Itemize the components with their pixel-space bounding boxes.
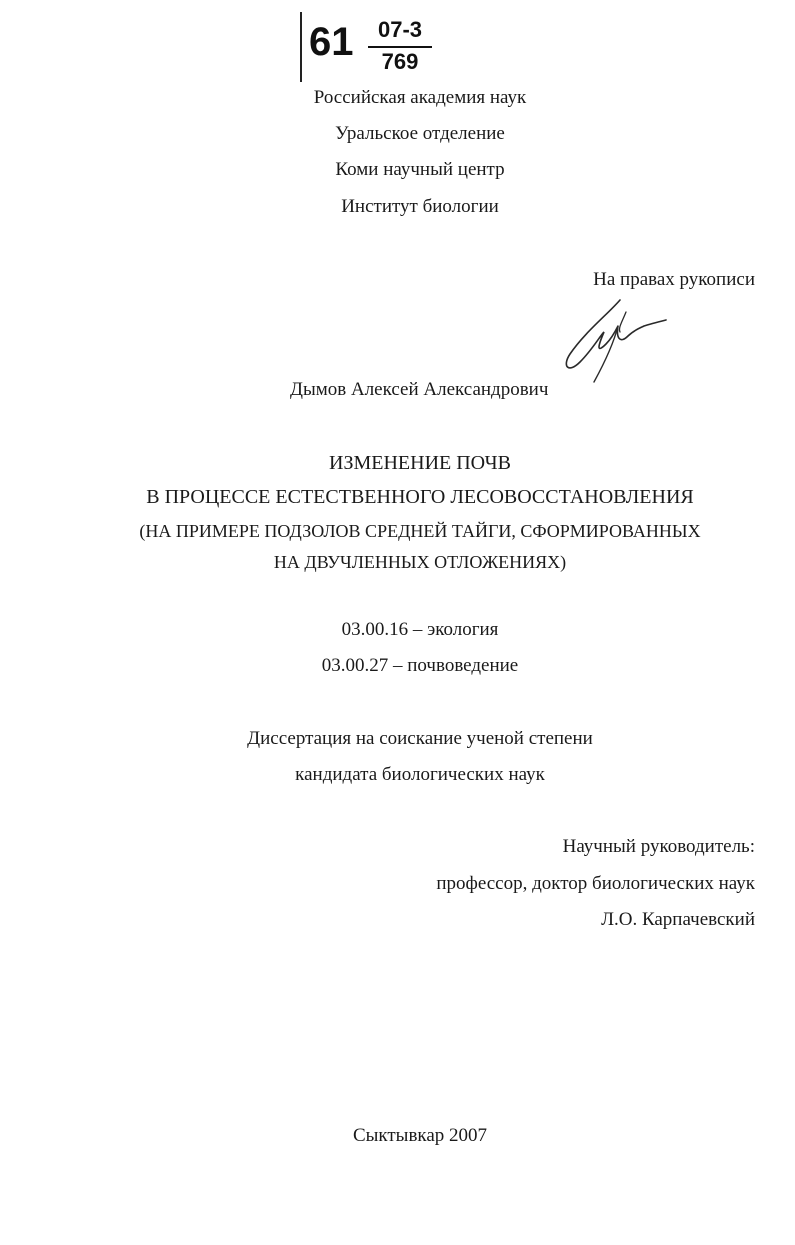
stamp-fraction-line: [368, 46, 432, 48]
degree-line-2: кандидата биологических наук: [295, 764, 545, 785]
title-line-4: НА ДВУЧЛЕННЫХ ОТЛОЖЕНИЯХ): [273, 552, 567, 572]
title-line-2: В ПРОЦЕССЕ ЕСТЕСТВЕННОГО ЛЕСОВОССТАНОВЛЕНИЯ: [146, 486, 694, 508]
rights-note: На правах рукописи: [593, 269, 755, 290]
stamp-bottom-number: 769: [381, 49, 419, 74]
supervisor-label: Научный руководитель:: [562, 836, 755, 857]
org-institute: Институт биологии: [341, 196, 499, 217]
stamp-divider: [300, 12, 302, 82]
specialty-soil-science: 03.00.27 – почвоведение: [321, 655, 519, 676]
stamp-main-number: 61: [309, 20, 354, 64]
supervisor-title: профессор, доктор биологических наук: [436, 873, 755, 894]
signature-image: [560, 292, 680, 387]
footer-city-year: Сыктывкар 2007: [352, 1125, 488, 1146]
supervisor-name: Л.О. Карпачевский: [601, 909, 755, 930]
org-center: Коми научный центр: [335, 159, 505, 180]
author-name: Дымов Алексей Александрович: [290, 379, 549, 400]
title-line-1: ИЗМЕНЕНИЕ ПОЧВ: [329, 452, 511, 474]
title-line-3: (НА ПРИМЕРЕ ПОДЗОЛОВ СРЕДНЕЙ ТАЙГИ, СФОРМИРОВАННЫХ: [139, 521, 701, 541]
degree-line-1: Диссертация на соискание ученой степени: [247, 728, 593, 749]
org-branch: Уральское отделение: [335, 123, 505, 144]
org-academy: Российская академия наук: [313, 87, 527, 108]
stamp-top-number: 07-3: [377, 17, 423, 42]
specialty-ecology: 03.00.16 – экология: [341, 619, 499, 640]
